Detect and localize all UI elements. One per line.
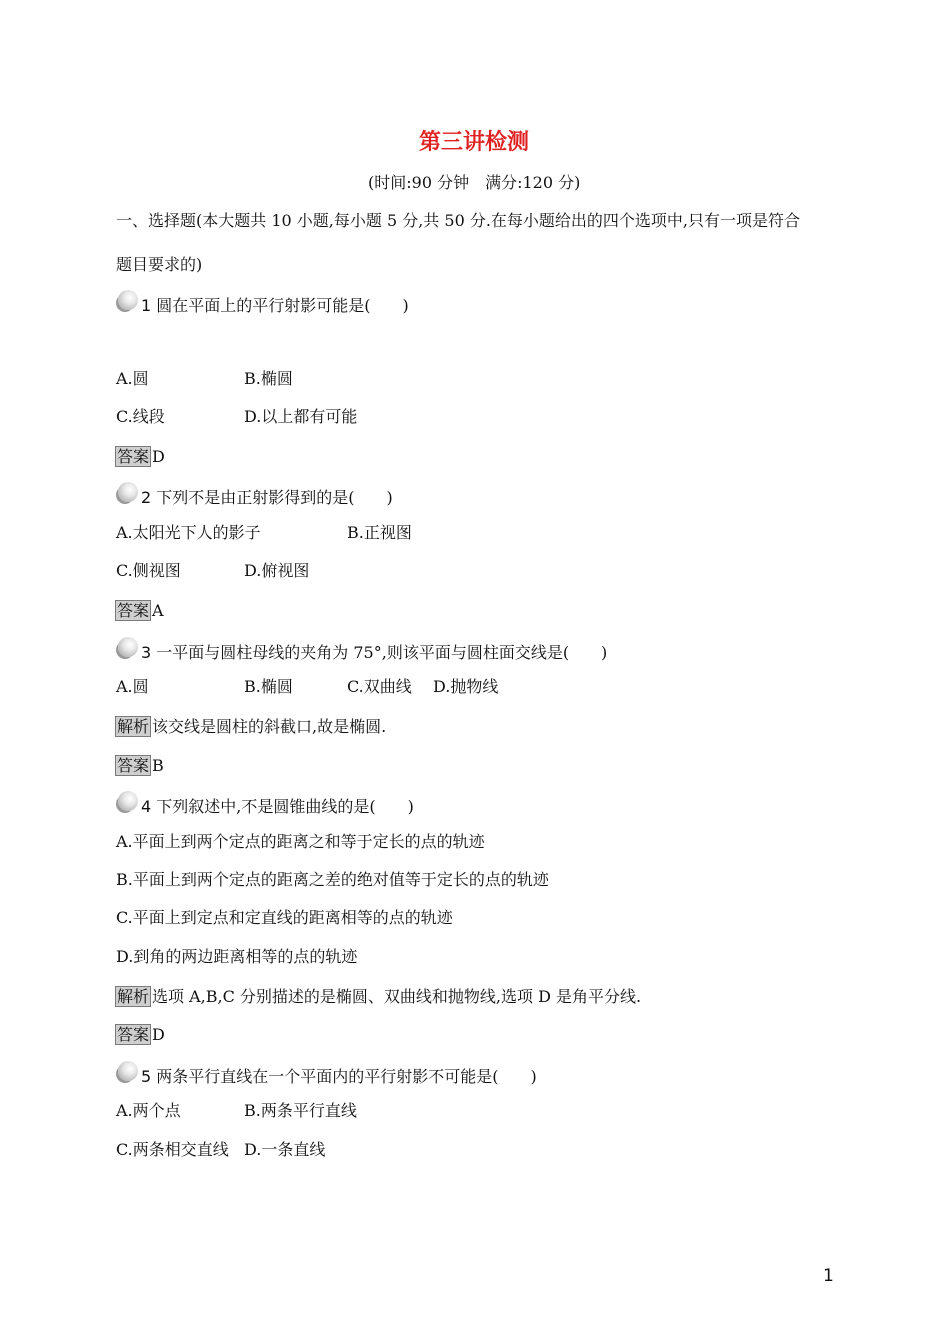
option-b: B.椭圆 — [244, 369, 293, 388]
answer-line — [115, 600, 164, 621]
option-d: D.抛物线 — [433, 677, 499, 696]
question-number: 3 — [141, 643, 152, 662]
question-stem: 圆在平面上的平行射影可能是( ) — [156, 296, 409, 315]
option-c: C.侧视图 — [116, 561, 181, 580]
answer-line — [115, 755, 164, 776]
analysis-text: 该交线是圆柱的斜截口,故是椭圆. — [152, 717, 387, 736]
analysis-line — [115, 986, 641, 1007]
answer-tag: 答案 — [117, 756, 150, 775]
question-number: 1 — [141, 296, 152, 315]
option-b: B.正视图 — [347, 523, 412, 542]
question-stem: 一平面与圆柱母线的夹角为 75°,则该平面与圆柱面交线是( ) — [156, 643, 608, 662]
option-a: A.平面上到两个定点的距离之和等于定长的点的轨迹 — [116, 832, 485, 851]
question-marker-icon — [118, 791, 138, 811]
analysis-tag: 解析 — [117, 987, 150, 1006]
question-5 — [141, 1069, 537, 1085]
answer-value: A — [152, 601, 164, 620]
analysis-tag: 解析 — [117, 717, 150, 736]
answer-line — [115, 1024, 165, 1045]
question-marker-icon — [118, 482, 138, 502]
question-marker-icon — [118, 290, 138, 310]
question-stem: 下列不是由正射影得到的是( ) — [156, 488, 393, 507]
option-c: C.双曲线 — [347, 677, 412, 696]
answer-value: B — [152, 756, 164, 775]
answer-tag: 答案 — [117, 1025, 150, 1044]
analysis-text: 选项 A,B,C 分别描述的是椭圆、双曲线和抛物线,选项 D 是角平分线. — [152, 987, 642, 1006]
option-c: C.平面上到定点和定直线的距离相等的点的轨迹 — [116, 908, 453, 927]
question-3 — [141, 645, 607, 661]
answer-tag: 答案 — [117, 447, 150, 466]
answer-tag: 答案 — [117, 601, 150, 620]
option-c: C.两条相交直线 — [116, 1140, 229, 1159]
option-a: A.两个点 — [116, 1101, 181, 1120]
question-marker-icon — [118, 1061, 138, 1081]
option-d: D.到角的两边距离相等的点的轨迹 — [116, 947, 358, 966]
answer-value: D — [152, 1025, 165, 1044]
analysis-line — [115, 716, 386, 737]
question-number: 2 — [141, 488, 152, 507]
option-b: B.平面上到两个定点的距离之差的绝对值等于定长的点的轨迹 — [116, 870, 549, 889]
section-heading-line2: 题目要求的) — [116, 255, 203, 274]
answer-line — [115, 446, 165, 467]
option-d: D.俯视图 — [244, 561, 310, 580]
answer-value: D — [152, 447, 165, 466]
option-b: B.两条平行直线 — [244, 1101, 357, 1120]
question-2 — [141, 490, 393, 506]
option-d: D.一条直线 — [244, 1140, 326, 1159]
page-title: 第三讲检测 — [419, 130, 530, 155]
section-heading-line1: 一、选择题(本大题共 10 小题,每小题 5 分,共 50 分.在每小题给出的四个选项中,只有一项是符合 — [116, 211, 801, 230]
option-d: D.以上都有可能 — [244, 407, 358, 426]
option-b: B.椭圆 — [244, 677, 293, 696]
question-4 — [141, 799, 414, 815]
question-marker-icon — [118, 637, 138, 657]
exam-info: (时间:90 分钟 满分:120 分) — [368, 173, 581, 192]
question-number: 4 — [141, 797, 152, 816]
question-number: 5 — [141, 1067, 152, 1086]
question-stem: 下列叙述中,不是圆锥曲线的是( ) — [156, 797, 414, 816]
question-stem: 两条平行直线在一个平面内的平行射影不可能是( ) — [156, 1067, 537, 1086]
page-number: 1 — [823, 1266, 834, 1286]
option-a: A.太阳光下人的影子 — [116, 523, 261, 542]
option-c: C.线段 — [116, 407, 165, 426]
option-a: A.圆 — [116, 369, 149, 388]
option-a: A.圆 — [116, 677, 149, 696]
question-1 — [141, 298, 409, 314]
